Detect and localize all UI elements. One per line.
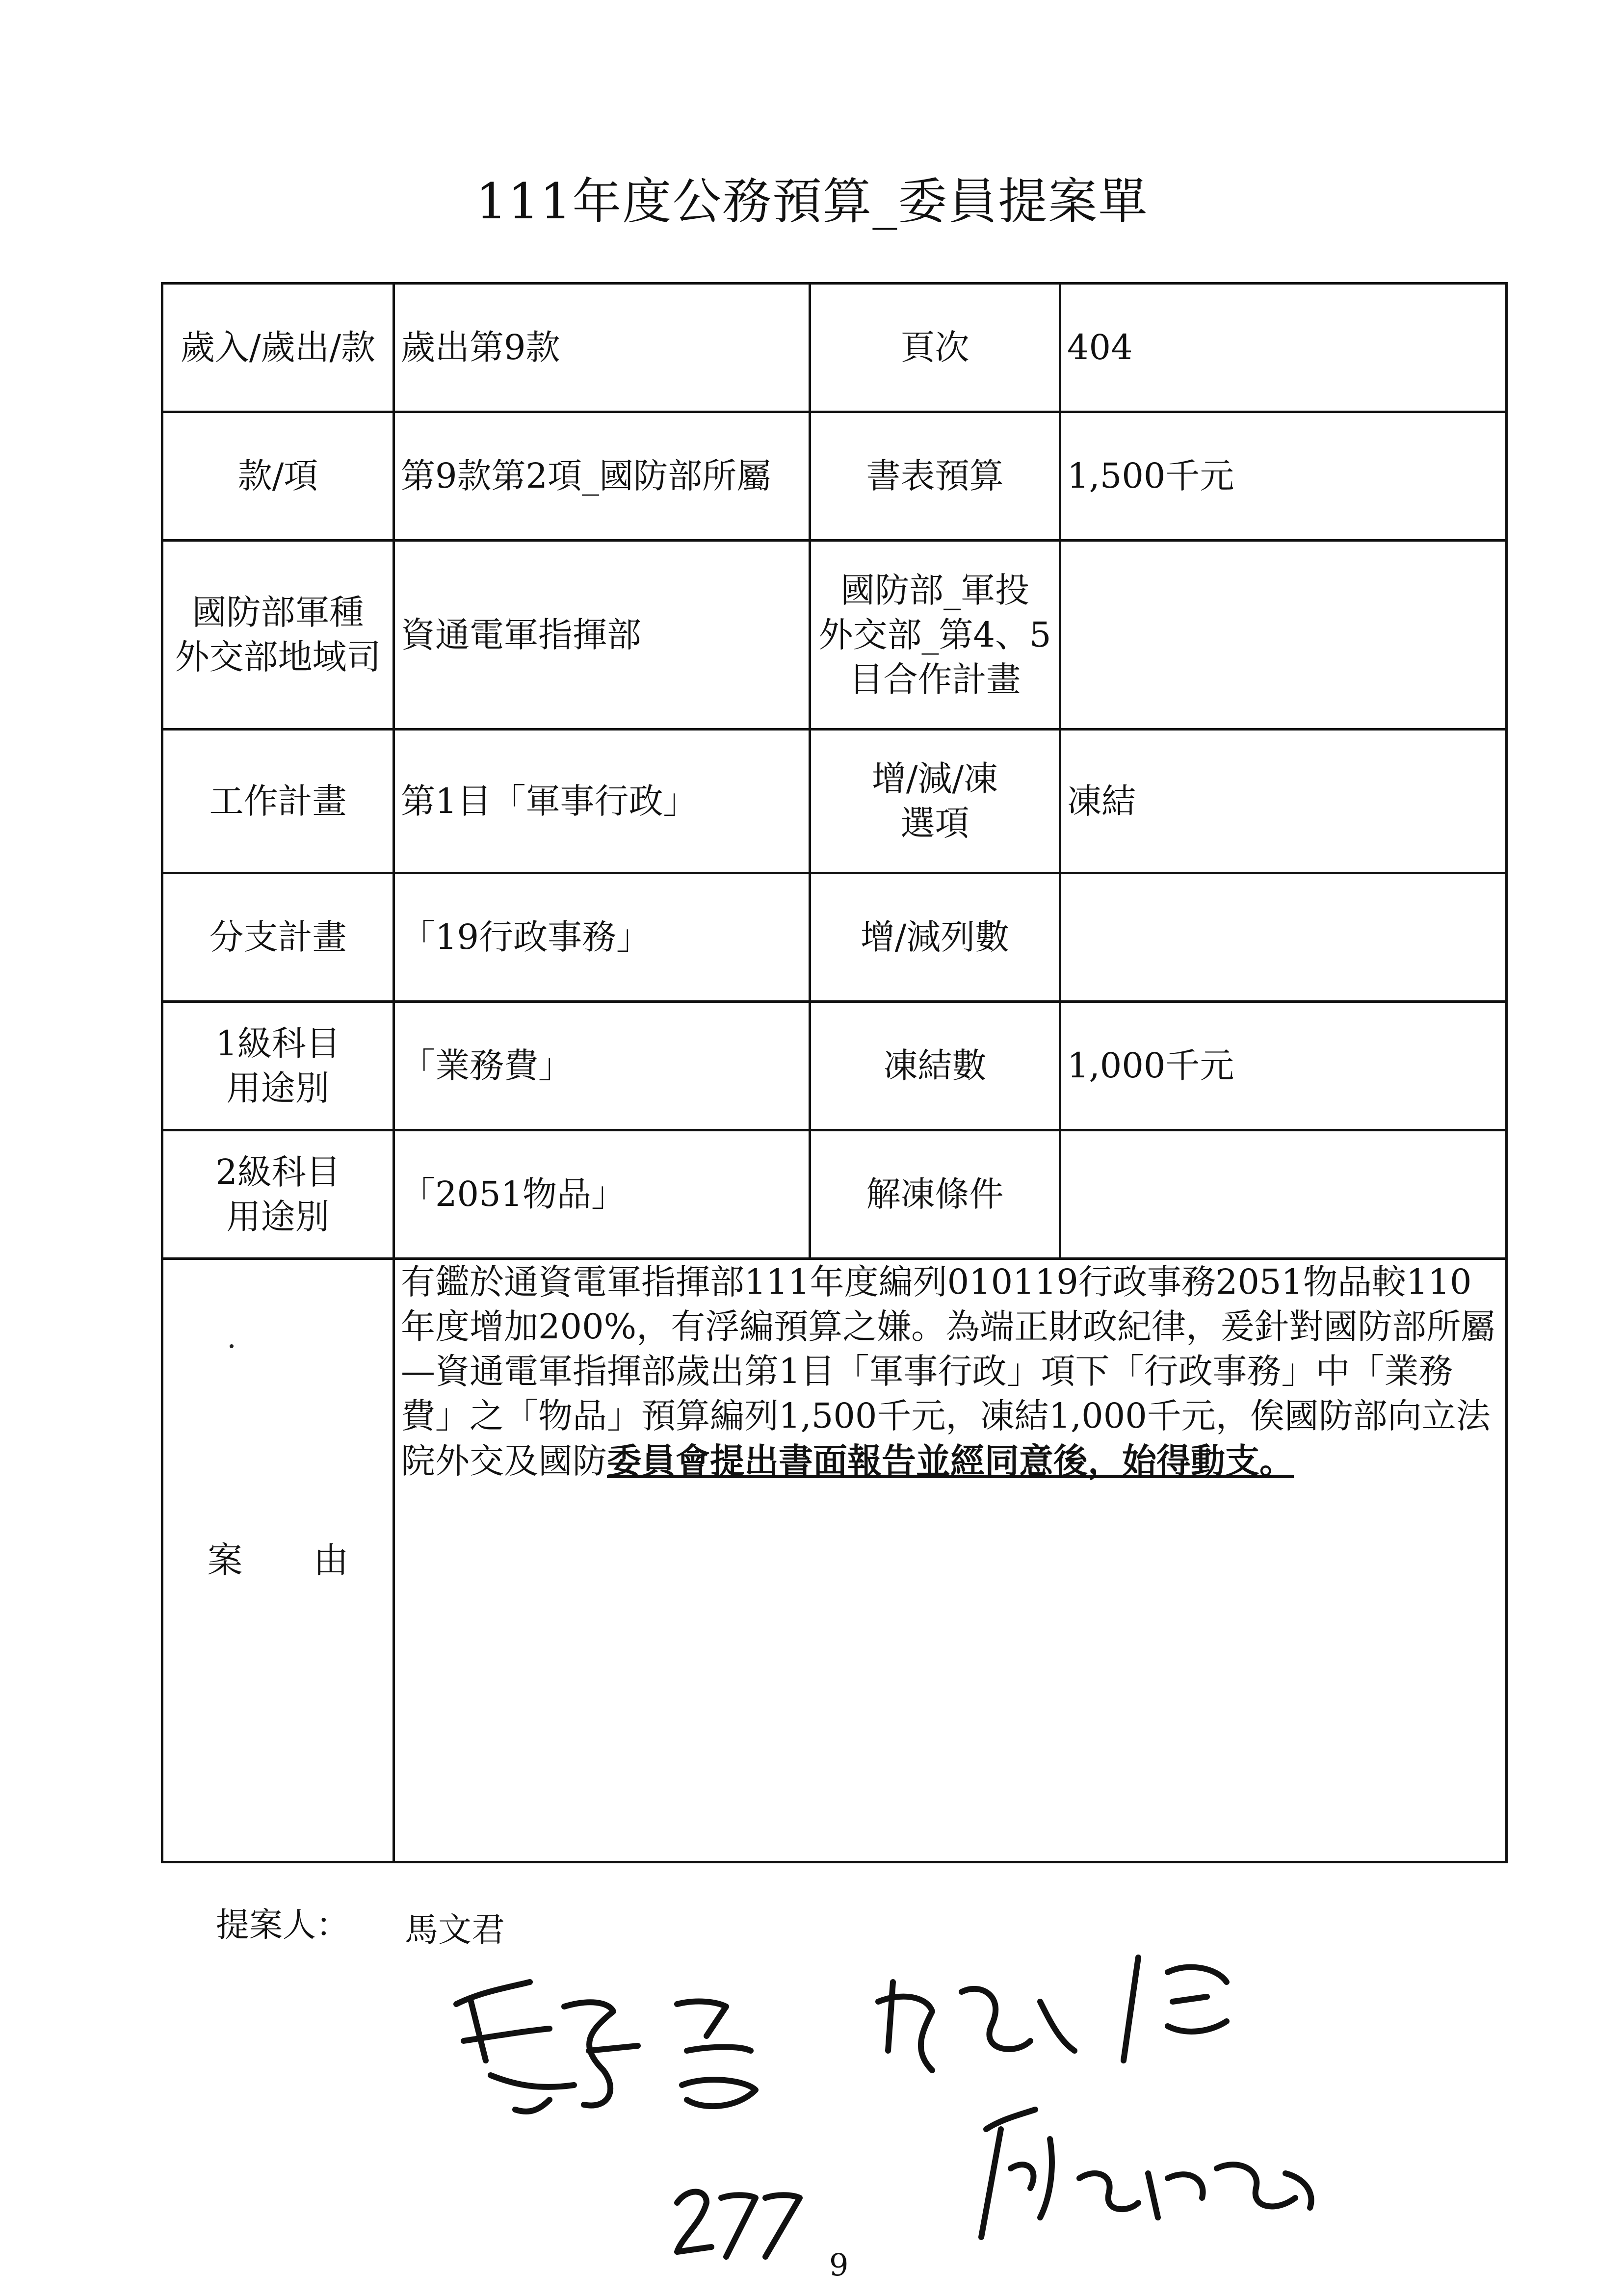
field-label-level2: 2級科目 用途別 [162, 1130, 394, 1259]
field-label-sub-plan: 分支計畫 [162, 873, 394, 1002]
proposer-label: 提案人： [216, 1906, 350, 1945]
field-value-budget: 1,500千元 [1060, 412, 1507, 541]
field-label-category: 歲入/歲出/款 [162, 284, 394, 412]
field-label-option: 增/減/凍 選項 [810, 730, 1060, 873]
field-label-section: 款/項 [162, 412, 394, 541]
field-value-sub-plan: 「19行政事務」 [394, 873, 810, 1002]
signature-chen [878, 1957, 1227, 2070]
field-label-level1: 1級科目 用途別 [162, 1002, 394, 1130]
field-value-category: 歲出第9款 [394, 284, 810, 412]
field-label-freeze-amount: 凍結數 [810, 1002, 1060, 1130]
field-value-level2: 「2051物品」 [394, 1130, 810, 1259]
field-value-branch: 資通電軍指揮部 [394, 541, 810, 730]
signature-third [981, 2110, 1311, 2237]
page-title: 111年度公務預算_委員提案單 [475, 173, 1149, 230]
page-number: 9 [829, 2247, 849, 2283]
field-label-unfreeze-condition: 解凍條件 [810, 1130, 1060, 1259]
field-label-plan: 國防部_軍投 外交部_第4、5 目合作計畫 [810, 541, 1060, 730]
signature-ma-wen-chun [456, 1982, 756, 2112]
handwritten-number [677, 2192, 800, 2257]
field-label-budget: 書表預算 [810, 412, 1060, 541]
field-value-option: 凍結 [1060, 730, 1507, 873]
field-label-branch: 國防部軍種 外交部地域司 [162, 541, 394, 730]
field-label-reason: 案 由 [162, 1259, 394, 1862]
field-value-level1: 「業務費」 [394, 1002, 810, 1130]
reason-text-end: 委員會提出書面報告並經同意後，始得動支。 [607, 1440, 1294, 1481]
proposer-name: 馬文君 [405, 1911, 505, 1950]
field-value-page: 404 [1060, 284, 1507, 412]
field-value-section: 第9款第2項_國防部所屬 [394, 412, 810, 541]
reason-text: 有鑑於通資電軍指揮部111年度編列010119行政事務2051物品較110年度增加200%，有浮編預算之嫌。為端正財政紀律，爰針對國防部所屬—資通電軍指揮部歲出第1目「軍事行政」項下「行政事務」中「業務費」之「物品」預算編列1,500千元，凍結1,000千元，俟國防部向立法院外交及國防 [401, 1262, 1495, 1481]
field-value-freeze-amount: 1,000千元 [1060, 1002, 1507, 1130]
field-label-work-plan: 工作計畫 [162, 730, 394, 873]
field-label-page: 頁次 [810, 284, 1060, 412]
field-value-work-plan: 第1目「軍事行政」 [394, 730, 810, 873]
field-label-change-amount: 增/減列數 [810, 873, 1060, 1002]
